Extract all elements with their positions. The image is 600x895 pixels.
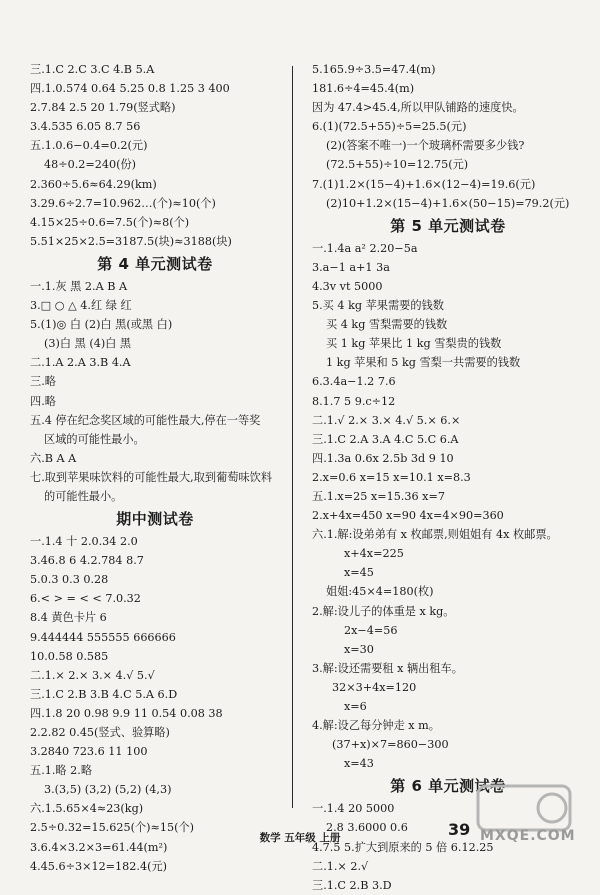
page-footer: 数学 五年级 上册 — [259, 832, 341, 844]
answer-line: x=6 — [344, 700, 367, 713]
answer-line: 4.15×25÷0.6=7.5(个)≈8(个) — [30, 215, 190, 229]
answer-line: 的可能性最小。 — [44, 489, 123, 503]
section-title: 第 5 单元测试卷 — [390, 216, 506, 235]
answer-line: (2)(答案不唯一)一个玻璃杯需要多少钱? — [326, 139, 525, 153]
answer-line: 买 1 kg 苹果比 1 kg 雪梨贵的钱数 — [326, 337, 502, 351]
answer-line: 7.(1)1.2×(15−4)+1.6×(12−4)=19.6(元) — [312, 177, 536, 191]
answer-line: 2.8 3.6000 0.6 — [326, 821, 408, 835]
answer-line: 4.45.6÷3×12=182.4(元) — [30, 859, 168, 873]
answer-line: 七.取到苹果味饮料的可能性最大,取到葡萄味饮料 — [30, 470, 273, 484]
answer-line: 六.1.5.65×4≈23(kg) — [30, 802, 144, 816]
answer-line: 2.解:设儿子的体重是 x kg。 — [312, 604, 455, 618]
answer-line: 3.4.535 6.05 8.7 56 — [30, 120, 141, 134]
answer-line: 三.1.C 2.A 3.A 4.C 5.C 6.A — [312, 432, 459, 446]
answer-line: 四.略 — [30, 394, 56, 408]
answer-line: 二.1.× 2.× 3.× 4.√ 5.√ — [30, 668, 155, 682]
answer-line: 1 kg 苹果和 5 kg 雪梨一共需要的钱数 — [326, 356, 521, 370]
answer-line: 3.a−1 a+1 3a — [312, 260, 390, 274]
answer-line: 三.1.C 2.C 3.C 4.B 5.A — [30, 63, 155, 76]
answer-line: 2.5÷0.32=15.625(个)≈15(个) — [30, 821, 195, 835]
answer-line: x=30 — [344, 642, 374, 656]
answer-line: 2.360÷5.6≈64.29(km) — [30, 177, 157, 191]
answer-line: 4.3v vt 5000 — [312, 279, 383, 293]
answer-line: 五.1.略 2.略 — [30, 764, 93, 778]
answer-line: 2.x+4x=450 x=90 4x=4×90=360 — [312, 509, 504, 523]
answer-line: (72.5+55)÷10=12.75(元) — [326, 158, 469, 172]
answer-line: 二.1.× 2.√ — [312, 859, 369, 873]
answer-line: 10.0.58 0.585 — [30, 649, 109, 663]
answer-line: 2.7.84 2.5 20 1.79(竖式略) — [30, 101, 176, 115]
answer-line: 六.1.解:设弟弟有 x 枚邮票,则姐姐有 4x 枚邮票。 — [312, 528, 558, 542]
answer-line: 一.1.灰 黑 2.A B A — [30, 279, 128, 293]
answer-line: 五.1.0.6−0.4=0.2(元) — [30, 139, 148, 153]
answer-line: 六.B A A — [30, 451, 77, 465]
answer-line: 3.29.6÷2.7=10.962…(个)≈10(个) — [30, 196, 216, 210]
answer-line: 6.< > = < < 7.0.32 — [30, 592, 141, 606]
answer-line: 4.7.5 5.扩大到原来的 5 倍 6.12.25 — [312, 840, 494, 854]
answer-line: 一.1.4 十 2.0.34 2.0 — [30, 535, 138, 549]
answer-line: 3.46.8 6 4.2.784 8.7 — [30, 554, 144, 568]
answer-line: (2)10+1.2×(15−4)+1.6×(50−15)=79.2(元) — [326, 196, 570, 210]
answer-line: 3.6.4×3.2×3=61.44(m²) — [30, 840, 168, 854]
answer-line: 48÷0.2=240(份) — [44, 158, 137, 172]
answer-line: 四.1.0.574 0.64 5.25 0.8 1.25 3 400 — [30, 82, 230, 96]
answer-line: 四.1.8 20 0.98 9.9 11 0.54 0.08 38 — [30, 706, 223, 720]
answer-line: 6.(1)(72.5+55)÷5=25.5(元) — [312, 120, 467, 134]
right-column — [312, 60, 584, 895]
answer-line: 因为 47.4>45.4,所以甲队铺路的速度快。 — [312, 101, 524, 115]
answer-line: x=45 — [344, 566, 374, 580]
answer-line: 3.2840 723.6 11 100 — [30, 745, 148, 759]
answer-line: 买 4 kg 雪梨需要的钱数 — [326, 318, 448, 332]
answer-line: 2.x=0.6 x=15 x=10.1 x=8.3 — [312, 470, 471, 484]
answer-line: 四.1.3a 0.6x 2.5b 3d 9 10 — [312, 451, 454, 465]
answer-line: 二.1.√ 2.× 3.× 4.√ 5.× 6.× — [312, 413, 461, 427]
page-number: 39 — [448, 820, 471, 839]
watermark-text: MXQE.COM — [480, 828, 576, 844]
answer-line: 三.1.C 2.B 3.D — [312, 878, 392, 892]
section-title: 第 4 单元测试卷 — [97, 254, 213, 273]
answer-line: 5.165.9÷3.5=47.4(m) — [312, 63, 436, 76]
section-title: 第 6 单元测试卷 — [390, 777, 506, 796]
column-divider — [292, 66, 293, 808]
answer-line: 32×3+4x=120 — [332, 680, 417, 694]
answer-line: 三.略 — [30, 375, 56, 389]
answer-line: 4.解:设乙每分钟走 x m。 — [312, 719, 440, 733]
answer-line: 3.解:设还需要租 x 辆出租车。 — [312, 661, 463, 675]
answer-line: 5.买 4 kg 苹果需要的钱数 — [312, 299, 444, 313]
answer-line: 5.0.3 0.3 0.28 — [30, 573, 109, 587]
answer-line: 3.(3,5) (3,2) (5,2) (4,3) — [44, 783, 172, 797]
answer-line: 一.1.4 20 5000 — [312, 802, 395, 816]
answer-line: 181.6÷4=45.4(m) — [312, 82, 415, 96]
answer-line: x+4x=225 — [344, 547, 404, 561]
answer-line: x=43 — [344, 757, 374, 771]
answer-line: 五.1.x=25 x=15.36 x=7 — [312, 489, 445, 503]
answer-line: 区域的可能性最小。 — [44, 432, 145, 446]
answer-line: 3.□ ○ △ 4.红 绿 红 — [30, 299, 132, 313]
answer-line: (3)白 黑 (4)白 黑 — [44, 337, 132, 351]
answer-line: 一.1.4a a² 2.20−5a — [312, 241, 418, 255]
answer-line: 5.51×25×2.5=3187.5(块)≈3188(块) — [30, 234, 232, 248]
answer-line: 8.4 黄色卡片 6 — [30, 611, 107, 625]
section-title: 期中测试卷 — [116, 510, 194, 529]
answer-line: 姐姐:45×4=180(枚) — [326, 585, 434, 599]
answer-line: 5.(1)◎ 白 (2)白 黑(或黑 白) — [30, 318, 173, 332]
answer-line: 6.3.4a−1.2 7.6 — [312, 375, 396, 389]
answer-line: 8.1.7 5 9.c÷12 — [312, 394, 396, 408]
answer-line: (37+x)×7=860−300 — [332, 738, 449, 752]
answer-line: 2.2.82 0.45(竖式、验算略) — [30, 726, 170, 739]
answer-line: 三.1.C 2.B 3.B 4.C 5.A 6.D — [30, 687, 178, 701]
answer-line: 9.444444 555555 666666 — [30, 630, 176, 644]
answer-line: 五.4 停在纪念奖区域的可能性最大,停在一等奖 — [30, 413, 261, 427]
answer-line: 二.1.A 2.A 3.B 4.A — [30, 356, 131, 370]
answer-line: 2x−4=56 — [344, 623, 398, 637]
left-column — [30, 60, 280, 876]
